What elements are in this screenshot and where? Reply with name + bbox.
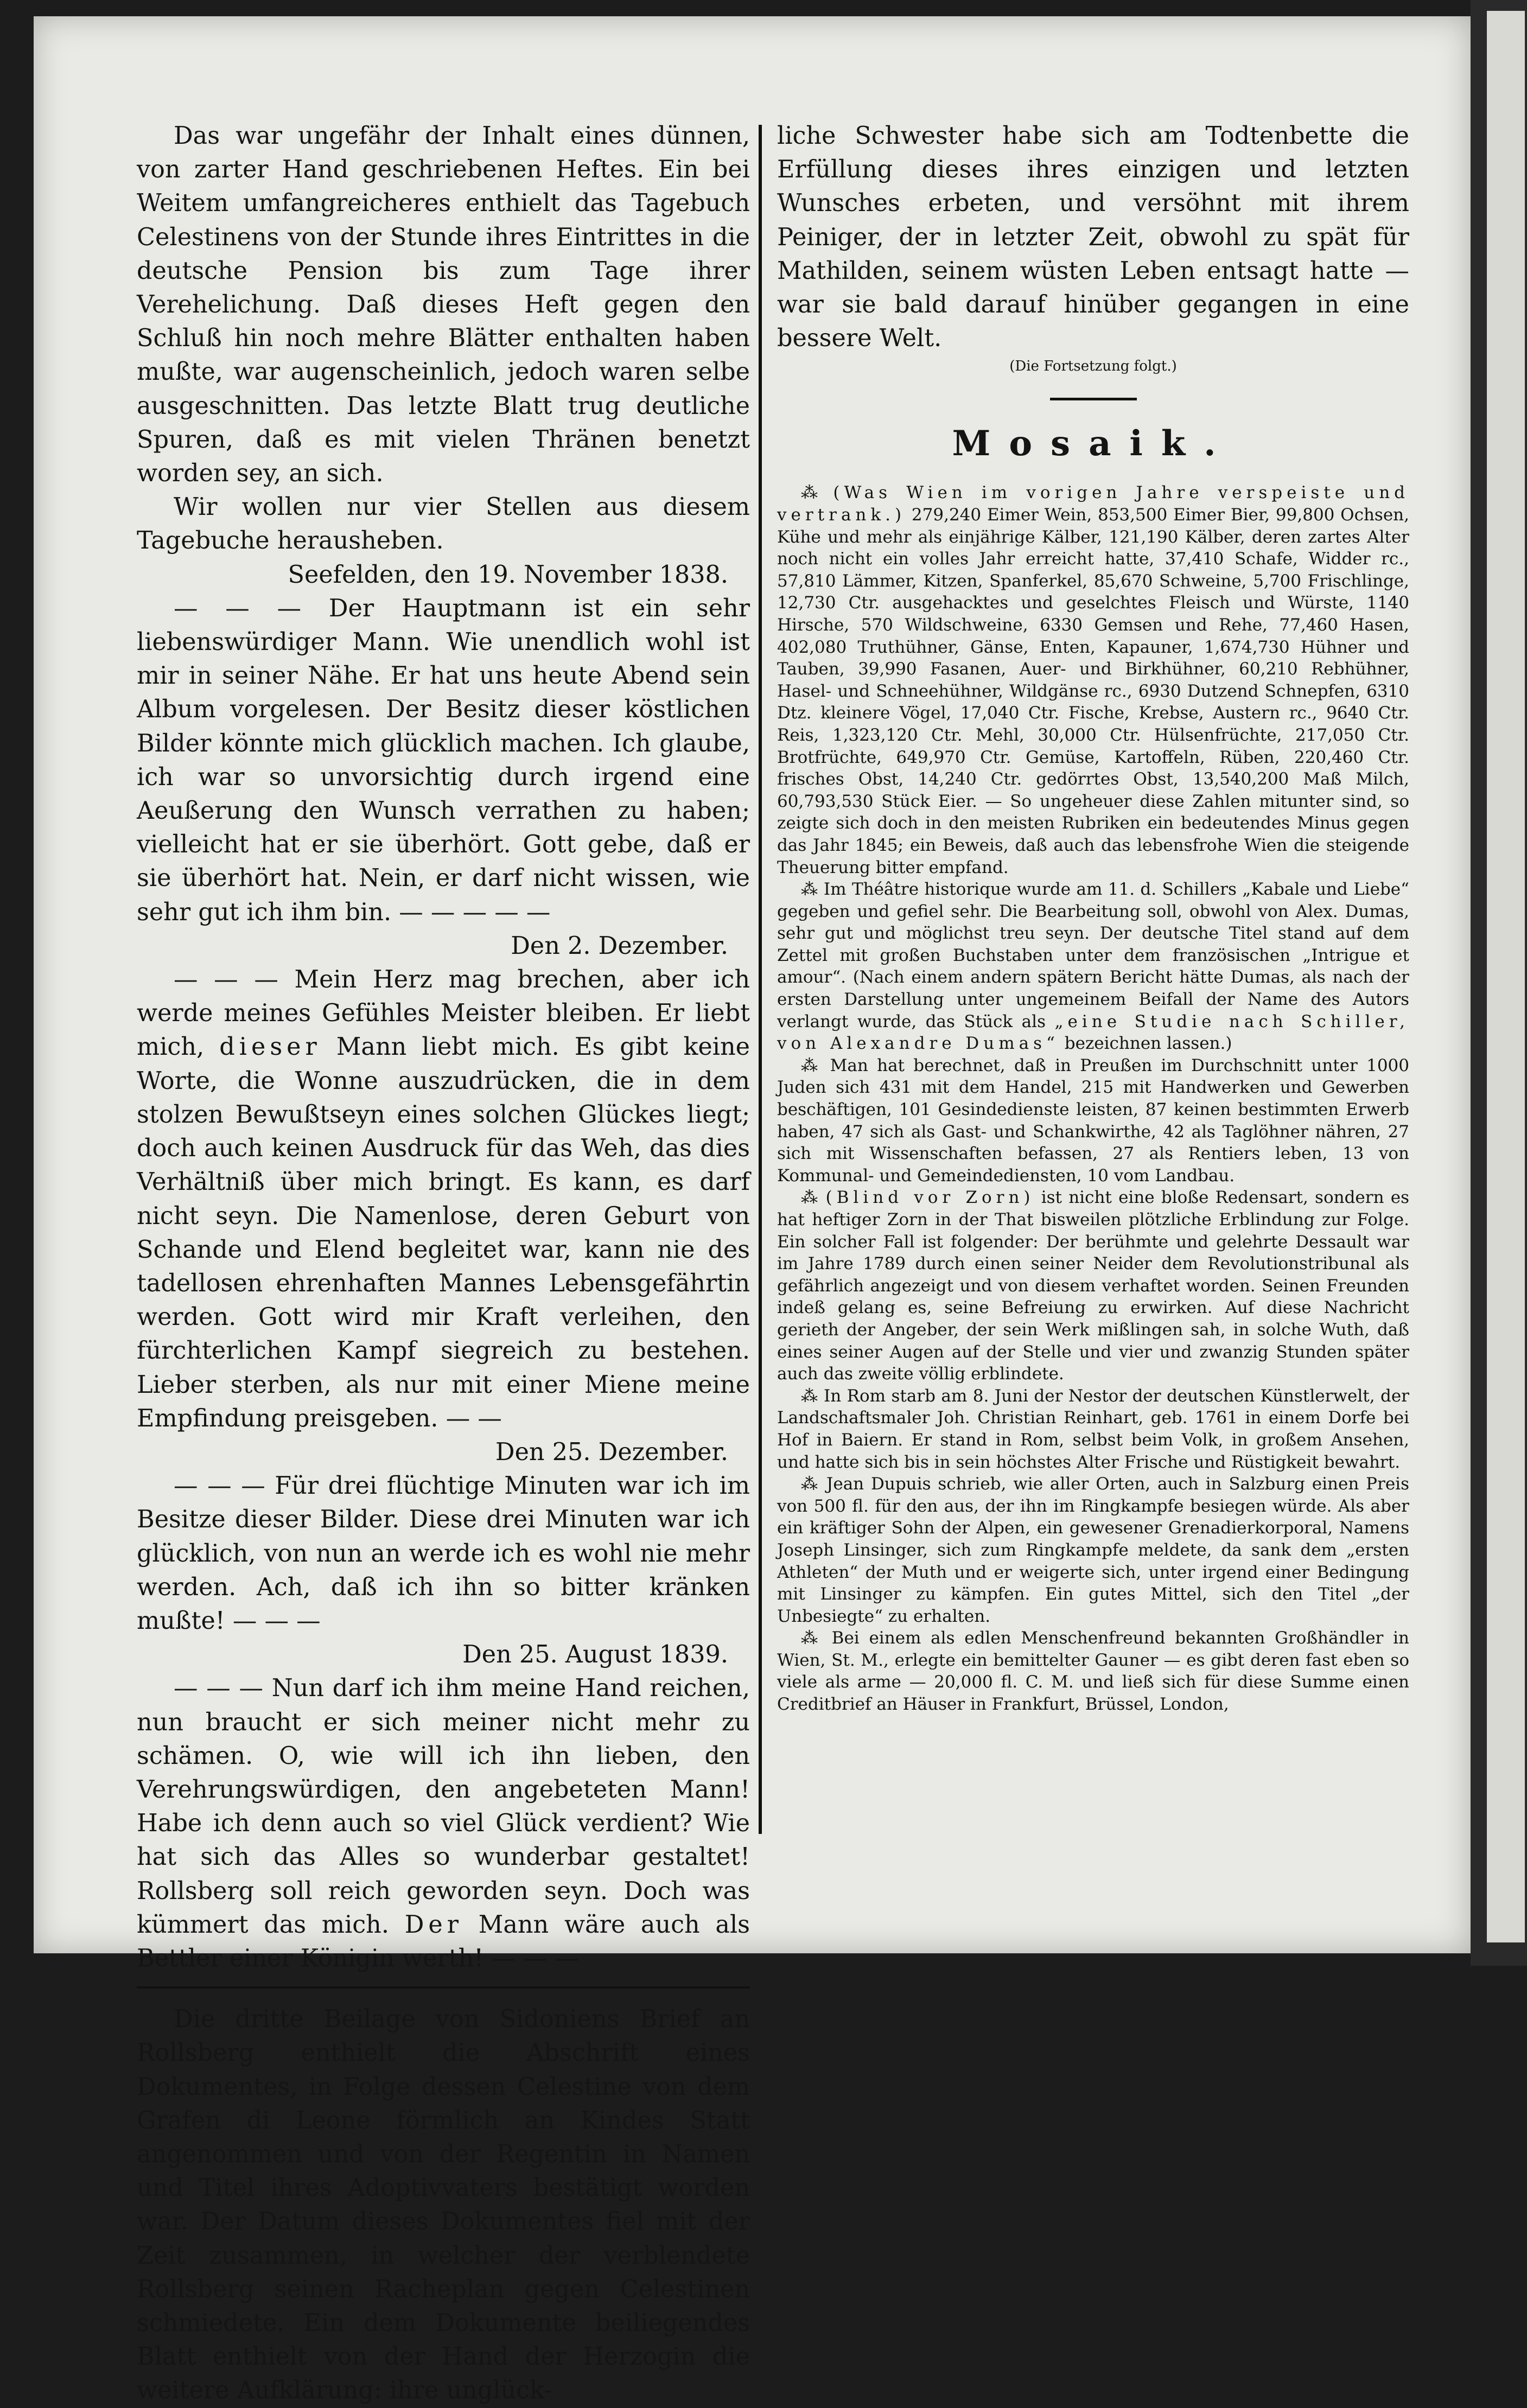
- diary-entry-4-part-a: — — — Nun darf ich ihm meine Hand reichen, nun braucht er sich meiner nicht mehr zu schämen. O, wie will ich ihn lieben, den Verehrungswürdigen, den angebeteten Mann! Habe ich denn auch so viel Glück verdient? Wie hat sich das Alles so wunderbar gestaltet! Rollsberg soll reich geworden seyn. Doch was kümmert das mich.: [137, 1674, 750, 1939]
- column-divider: [759, 125, 762, 1834]
- asterism-icon: ⁂: [801, 1474, 820, 1494]
- diary-date-4: Den 25. August 1839.: [462, 1641, 728, 1669]
- paragraph-story-end: liche Schwester habe sich am Todtenbette die Erfüllung dieses ihres einzigen und letzten Wunsches erbeten, und versöhnt mit ihrem Peiniger, der in letzter Zeit, obwohl zu spät für Mathilden, seinem wüsten Leben entsagt hatte — war sie bald darauf hinüber gegangen in eine bessere Welt.: [777, 122, 1409, 353]
- right-column: [777, 119, 1409, 1716]
- diary-entry-4-spaced: Der: [404, 1910, 463, 1939]
- left-column: [137, 119, 750, 2408]
- diary-date-1: Seefelden, den 19. November 1838.: [288, 560, 728, 589]
- mosaik-item-3-text: Man hat berechnet, daß in Preußen im Durchschnitt unter 1000 Juden sich 431 mit dem Handel, 215 mit Handwerken und Gewerben beschäftigen, 101 Gesindedienste leisten, 87 keinen bestimmten Erwerb haben, 47 sich als Gast- und Schankwirthe, 42 als Taglöhner nähren, 27 sich mit Wissenschaften befassen, 27 als Rentiers leben, 13 von Kommunal- und Gemeindediensten, 10 vom Landbau.: [777, 1055, 1410, 1186]
- adjacent-page-edge: [1471, 0, 1527, 1966]
- mosaik-item-5-text: In Rom starb am 8. Juni der Nestor der deutschen Künstlerwelt, der Landschaftsmaler Joh. Christian Reinhart, geb. 1761 in einem Dorfe bei Hof in Baiern. Er stand in Rom, selbst beim Volk, in großem Ansehen, und hatte sich bis in sein höchstes Alter Frische und Rüstigkeit bewahrt.: [777, 1386, 1410, 1472]
- mosaik-item-prussia-statistics: [777, 1055, 1409, 1187]
- asterism-icon: ⁂: [801, 1055, 822, 1075]
- mosaik-item-4-text: ist nicht eine bloße Redensart, sondern es hat heftiger Zorn in der That bisweilen plötzliche Erblindung zur Folge. Ein solcher Fall ist folgender: Der berühmte und gelehrte Dessault war im Jahre 1789 durch einen seiner Neider dem Revolutionstribunal als gefährlich angezeigt und von diesem verhaftet worden. Seinen Freunden indeß gelang es, seine Befreiung zu erwirken. Auf diese Nachricht gerieth der Angeber, der sein Werk mißlingen sah, in solche Wuth, daß eines seiner Augen auf der Stelle und vier und zwanzig Stunden später auch das zweite völlig erblindete.: [777, 1188, 1410, 1384]
- mosaik-item-4-title: (Blind vor Zorn): [825, 1188, 1035, 1208]
- mosaik-item-2-text-a: Im Théâtre historique wurde am 11. d. Schillers „Kabale und Liebe“ gegeben und gefiel sehr. Die Bearbeitung soll, obwohl von Alex. Dumas, sehr gut und möglichst treu seyn. Der deutsche Titel stand auf dem Zettel mit großen Buchstaben unter dem französischen „Intrigue et amour“. (Nach einem andern spätern Bericht hätte Dumas, als nach der ersten Darstellung unter ungemeinem Beifall der Name des Autors verlangt wurde, das Stück als: [777, 880, 1409, 1031]
- asterism-icon: ⁂: [801, 1386, 818, 1406]
- mosaik-item-reinhart: [777, 1385, 1409, 1473]
- adjacent-sheet: [1487, 11, 1525, 1942]
- diary-entry-2-part-a: — — — Mein Herz mag brechen, aber ich werde meines Gefühles Meister bleiben. Er liebt mich,: [137, 966, 750, 1061]
- diary-entry-2-part-b: Mann liebt mich. Es gibt keine Worte, die Wonne auszudrücken, die in dem stolzen Bewußtseyn eines solchen Glückes liegt; doch auch keinen Ausdruck für das Weh, das dies Verhältniß über mich bringt. Es kann, es darf nicht seyn. Die Namenlose, deren Geburt von Schande und Elend begleitet war, kann nie des tadellosen ehrenhaften Mannes Lebensgefährtin werden. Gott wird mir Kraft verleihen, den fürchterlichen Kampf siegreich zu bestehen. Lieber sterben, als nur mit einer Miene meine Empfindung preisgeben. — —: [137, 1033, 750, 1432]
- mosaik-item-2-spaced: „eine Studie nach Schiller, von Alexandre Dumas“: [777, 1011, 1410, 1054]
- paragraph-diary-intro: Das war ungefähr der Inhalt eines dünnen, von zarter Hand geschriebenen Heftes. Ein bei Weitem umfangreicheres enthielt das Tagebuch Celestinens von der Stunde ihres Eintrittes in die deutsche Pension bis zum Tage ihrer Verehelichung. Daß dieses Heft gegen den Schluß hin noch mehre Blätter enthalten haben mußte, war augenscheinlich, jedoch waren selbe ausgeschnitten. Das letzte Blatt trug deutliche Spuren, daß es mit vielen Thränen benetzt worden sey, an sich.: [137, 122, 750, 488]
- asterism-icon: ⁂: [801, 1628, 822, 1648]
- mosaik-heading: Mosaik.: [952, 423, 1235, 464]
- diary-entry-4: [137, 1672, 750, 1976]
- mosaik-item-blind-anger: [777, 1187, 1409, 1385]
- diary-date-2: Den 2. Dezember.: [511, 932, 728, 960]
- mosaik-item-7-text: Bei einem als edlen Menschenfreund bekannten Großhändler in Wien, St. M., erlegte ein bemittelter Gauner — es gibt deren fast eben so viele als arme — 20,000 fl. C. M. und ließ sich für diese Summe einen Creditbrief an Häuser in Frankfurt, Brüssel, London,: [777, 1628, 1410, 1715]
- section-rule: [137, 1986, 750, 1989]
- mosaik-item-1-text: 279,240 Eimer Wein, 853,500 Eimer Bier, 99,800 Ochsen, Kühe und mehr als einjährige Kälber, 121,190 Kälber, deren zartes Alter noch nicht ein volles Jahr erreicht hatte, 37,410 Schafe, Widder rc., 57,810 Lämmer, Kitzen, Spanferkel, 85,670 Schweine, 5,700 Frischlinge, 12,730 Ctr. ausgehacktes und geselchtes Fleisch und Würste, 1140 Hirsche, 570 Wildschweine, 6330 Gemsen und Rehe, 77,460 Hasen, 402,080 Truthühner, Gänse, Enten, Kapauner, 1,674,730 Hühner und Tauben, 39,990 Fasanen, Auer- und Birkhühner, 60,210 Rebhühner, Hasel- und Schneehühner, Wildgänse rc., 6930 Dutzend Schnepfen, 6310 Dtz. kleinere Vögel, 17,040 Ctr. Fische, Krebse, Austern rc., 9640 Ctr. Reis, 1,323,120 Ctr. Mehl, 30,000 Ctr. Hülsenfrüchte, 217,050 Ctr. Brotfrüchte, 649,970 Ctr. Gemüse, Kartoffeln, Rüben, 220,460 Ctr. frisches Obst, 14,240 Ctr. gedörrtes Obst, 13,540,200 Maß Milch, 60,793,530 Stück Eier. — So ungeheuer diese Zahlen mitunter sind, so zeigte sich doch in den meisten Rubriken ein bedeutendes Minus gegen das Jahr 1845; ein Beweis, daß auch das lebensfrohe Wien die steigende Theuerung bitter empfand.: [777, 505, 1409, 877]
- continuation-note: (Die Fortsetzung folgt.): [1009, 358, 1177, 375]
- mosaik-item-6-text: Jean Dupuis schrieb, wie aller Orten, auch in Salzburg einen Preis von 500 fl. für den aus, der ihn im Ringkampfe besiegen würde. Als aber ein kräftiger Sohn der Alpen, ein gewesener Grenadierkorporal, Namens Joseph Linsinger, sich zum Ringkampfe meldete, da sank dem „ersten Athleten“ der Muth und er weigerte sich, unter irgend einer Bedingung mit Linsinger zu kämpfen. Ein gutes Mittel, sich den Titel „der Unbesiegte“ zu erhalten.: [777, 1474, 1410, 1626]
- diary-entry-2-spaced: dieser: [219, 1033, 321, 1061]
- asterism-icon: ⁂: [801, 880, 818, 900]
- mosaik-item-dupuis: [777, 1473, 1409, 1627]
- mosaik-item-swindler: [777, 1627, 1409, 1715]
- asterism-icon: ⁂: [801, 1188, 819, 1208]
- mosaik-item-1-title: (Was Wien im vorigen Jahre verspeiste und vertrank.): [777, 483, 1409, 525]
- diary-entry-2: [137, 963, 750, 1436]
- paragraph-excerpts-intro: Wir wollen nur vier Stellen aus diesem Tagebuche herausheben.: [137, 493, 750, 555]
- heading-rule: [1050, 398, 1137, 400]
- asterism-icon: ⁂: [801, 483, 823, 503]
- diary-entry-3: — — — Für drei flüchtige Minuten war ich im Besitze dieser Bilder. Diese drei Minuten war ich glücklich, von nun an werde ich es wohl nie mehr werden. Ach, daß ich ihn so bitter kränken mußte! — — —: [137, 1472, 750, 1635]
- mosaik-item-theatre: [777, 878, 1409, 1055]
- paragraph-third-attachment: Die dritte Beilage von Sidoniens Brief an Rollsberg enthielt die Abschrift eines Dokumentes, in Folge dessen Celestine von dem Grafen di Leone förmlich an Kindes Statt angenommen und von der Regentin in Namen und Titel ihres Adoptivvaters bestätigt worden war. Der Datum dieses Dokumentes fiel mit der Zeit zusammen, in welcher der verblendete Rollsberg seinen Racheplan gegen Celestinen schmiedete. Ein dem Dokumente beiliegendes Blatt enthielt von der Hand der Herzogin die weitere Aufklärung: ihre unglück-: [137, 2005, 750, 2405]
- diary-entry-4-part-b: Mann wäre auch als Bettler einer Königin werth! — — —: [137, 1910, 750, 1972]
- diary-entry-1: — — — Der Hauptmann ist ein sehr liebenswürdiger Mann. Wie unendlich wohl ist mir in seiner Nähe. Er hat uns heute Abend sein Album vorgelesen. Der Besitz dieser köstlichen Bilder könnte mich glücklich machen. Ich glaube, ich war so unvorsichtig durch irgend eine Aeußerung den Wunsch verrathen zu haben; vielleicht hat er sie überhört. Gott gebe, daß er sie überhört hat. Nein, er darf nicht wissen, wie sehr gut ich ihm bin. — — — — —: [137, 594, 750, 926]
- mosaik-item-vienna-consumption: [777, 482, 1409, 878]
- mosaik-item-2-text-b: bezeichnen lassen.): [1064, 1034, 1232, 1054]
- diary-date-3: Den 25. Dezember.: [495, 1438, 728, 1466]
